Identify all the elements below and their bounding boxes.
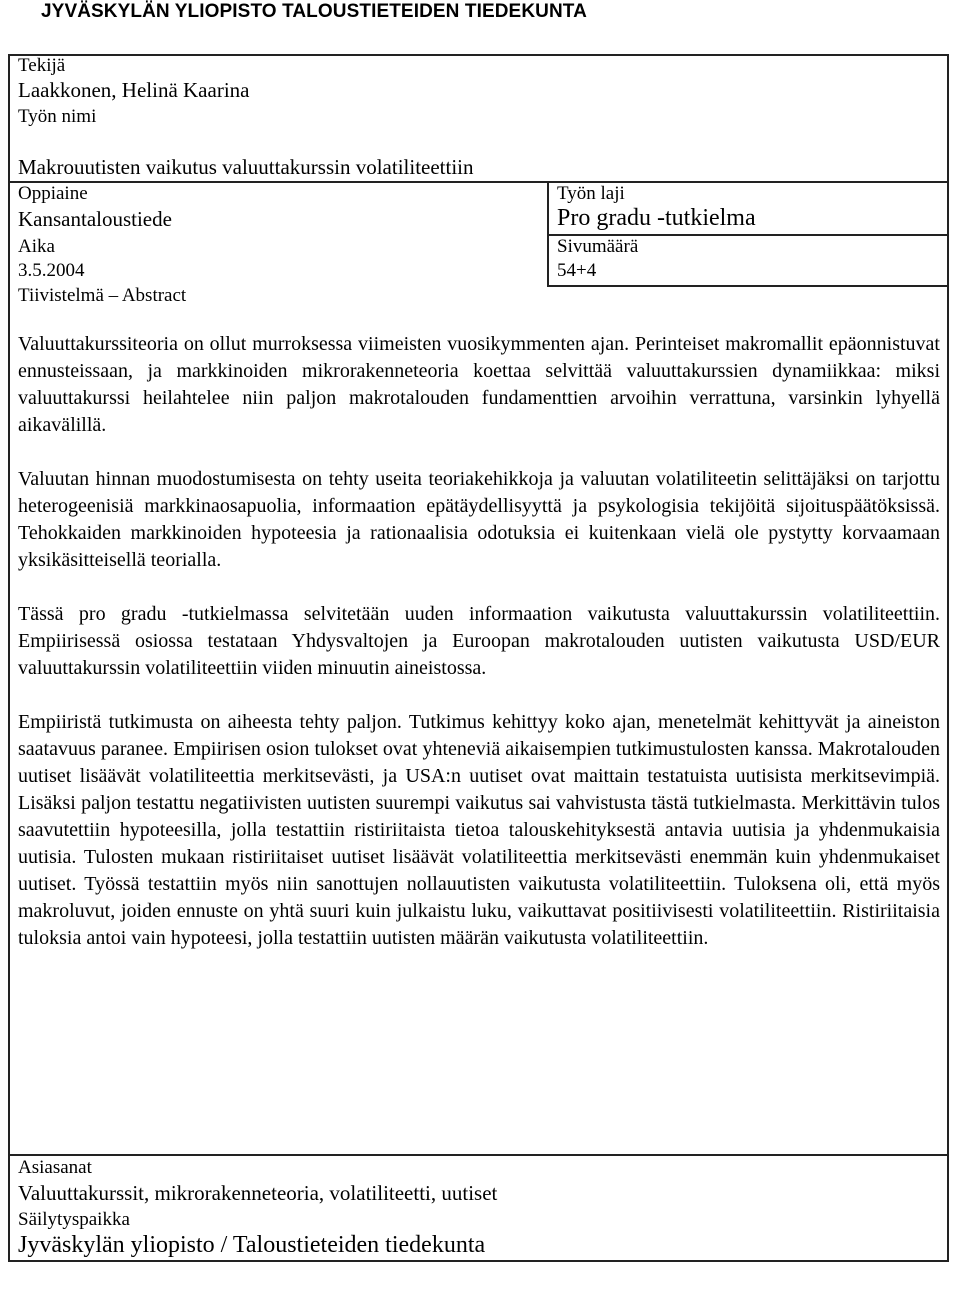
subject-label: Oppiaine xyxy=(18,183,88,204)
abstract-paragraph: Tässä pro gradu -tutkielmassa selvitetään uuden informaation vaikutusta valuuttakurssin volatiliteettiin. Empiirisessä osiossa testataan Yhdysvaltojen ja Euroopan makrotalouden uutisten vaikutusta USD/EUR valuuttakurssin volatiliteettiin viiden minuutin aineistossa. xyxy=(18,603,940,679)
abstract-paragraph: Valuuttakurssiteoria on ollut murroksessa viimeisten vuosikymmenten ajan. Perinteiset makromallit epäonnistuvat ennusteissaan, ja markkinoiden mikrorakenneteoria koettaa selvittää valuuttakurssien dynamiikkaa: miksi valuuttakurssi heilahtelee niin paljon makrotalouden fundamenttien arvoihin verrattuna, varsinkin lyhyellä aikavälillä. xyxy=(18,333,940,436)
keywords-value: Valuuttakurssit, mikrorakenneteoria, volatiliteetti, uutiset xyxy=(18,1181,498,1205)
keywords-label: Asiasanat xyxy=(18,1157,92,1178)
date-value: 3.5.2004 xyxy=(18,260,85,281)
abstract-paragraph: Empiiristä tutkimusta on aiheesta tehty paljon. Tutkimus kehittyy koko ajan, menetelmät kehittyvät ja aineiston saatavuus paranee. Empiirisen osion tulokset ovat yhteneviä aikaisempien tutkimustulosten kanssa. Makrotalouden uutiset lisäävät volatiliteettia merkitsevästi, ja USA:n uutiset ovat maittain testatuista uutisista merkitsevimpiä. Lisäksi paljon testattu negatiivisten uutisten suurempi vaikutus sai vahvistusta tästä tutkielmasta. Merkittävin tulos saavutettiin hypoteesilla, jolla testattiin ristiriitaista tietoa talouskehityksestä antavia uutisia ja yhdenmukaisia uutisia. Tulosten mukaan ristiriitaiset uutiset lisäävät volatiliteettia merkitsevästi enemmän kuin yhdenmukaiset uutiset. Työssä testattiin myös niin sanottujen nollauutisten vaikutusta volatiliteettiin. Tuloksena oli, että myös makroluvut, joiden ennuste on yhtä suuri kuin julkaistu luku, vaikuttavat positiivisesti volatiliteettiin. Ristiriitaisia tuloksia antoi vain hypoteesi, jolla testattiin uutisten määrän vaikutusta volatiliteettiin. xyxy=(18,711,940,949)
author-label: Tekijä xyxy=(18,55,66,76)
abstract-label: Tiivistelmä – Abstract xyxy=(18,285,187,306)
divider-title xyxy=(8,181,949,183)
subject-value: Kansantaloustiede xyxy=(18,207,172,231)
title-label: Työn nimi xyxy=(18,106,97,127)
divider-keywords xyxy=(8,1154,949,1156)
pages-value: 54+4 xyxy=(557,260,597,281)
divider-pages xyxy=(547,285,949,287)
pages-label: Sivumäärä xyxy=(557,236,639,257)
storage-value: Jyväskylän yliopisto / Taloustieteiden tiedekunta xyxy=(18,1232,486,1258)
author-value: Laakkonen, Helinä Kaarina xyxy=(18,78,250,102)
type-value: Pro gradu -tutkielma xyxy=(557,205,756,231)
abstract-paragraph: Valuutan hinnan muodostumisesta on tehty useita teoriakehikkoja ja valuutan volatiliteetin selittäjäksi on tarjottu heterogeenisiä markkinaosapuolia, informaation epätäydellisyyttä ja psykologisia tekijöitä sijoituspäätöksissä. Tehokkaiden markkinoiden hypoteesia ja rationaalisia odotuksia ei kuitenkaan vielä ole pystytty korvaamaan yksikäsitteisellä teorialla. xyxy=(18,468,940,571)
storage-label: Säilytyspaikka xyxy=(18,1209,130,1230)
type-label: Työn laji xyxy=(557,183,625,204)
faculty-heading: JYVÄSKYLÄN YLIOPISTO TALOUSTIETEIDEN TIEDEKUNTA xyxy=(41,1,587,22)
title-value: Makrouutisten vaikutus valuuttakurssin volatiliteettiin xyxy=(18,155,474,179)
abstract-text xyxy=(18,331,940,979)
date-label: Aika xyxy=(18,236,55,257)
divider-columns xyxy=(547,181,549,287)
